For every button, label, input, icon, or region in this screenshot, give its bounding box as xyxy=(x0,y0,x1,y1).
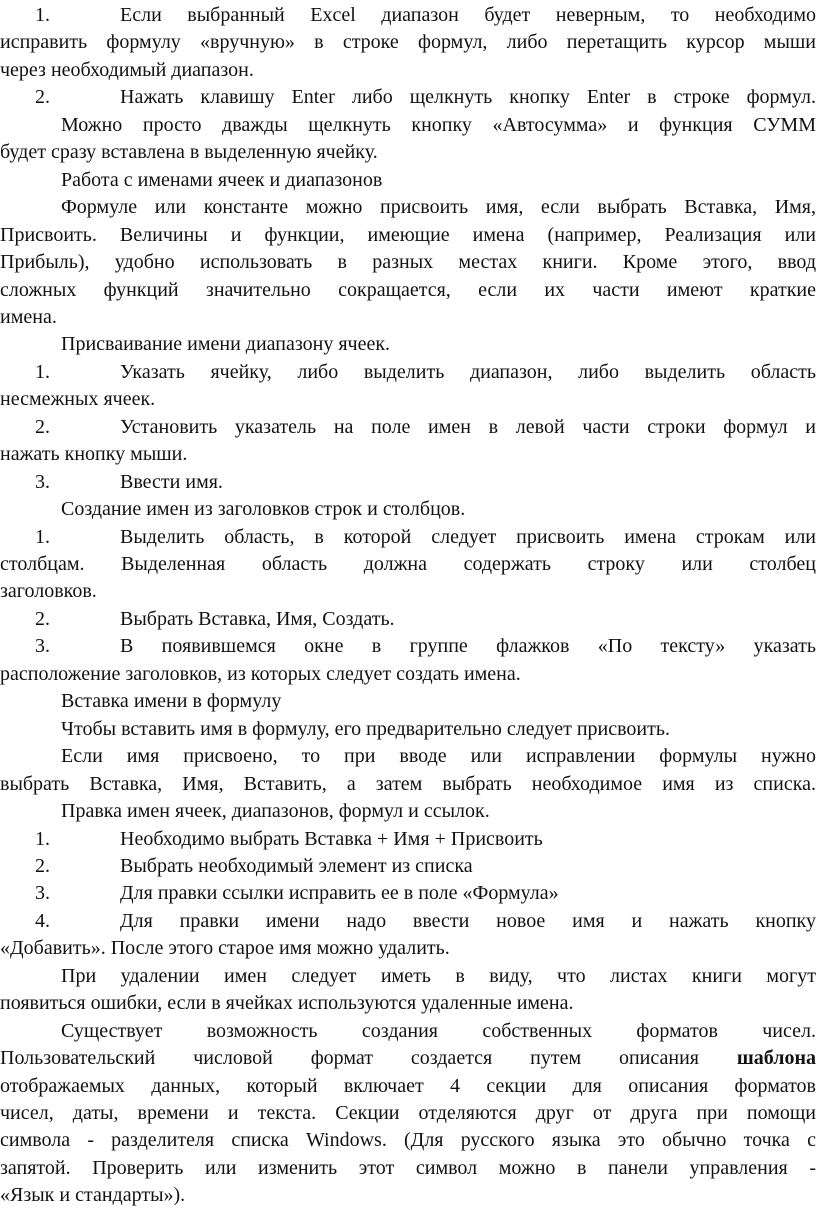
text-line xyxy=(0,303,816,331)
paragraph-text: через необходимый диапазон. xyxy=(0,58,254,81)
list-number: 1. xyxy=(35,525,50,548)
text-line xyxy=(0,56,816,84)
paragraph-text: чисел, даты, времени и текста. Секции отделяются друг от друга при помощи xyxy=(0,1102,816,1124)
paragraph-text: нажать кнопку мыши. xyxy=(0,443,188,466)
text-line xyxy=(0,358,816,386)
paragraph-text: Прибыль), удобно использовать в разных местах книги. Кроме этого, ввод xyxy=(0,251,816,274)
paragraph-text xyxy=(0,1044,816,1072)
text-line xyxy=(0,1072,816,1100)
paragraph-text: Если выбранный Excel диапазон будет неверным, то необходимо xyxy=(120,4,816,26)
paragraph-text: При удалении имен следует иметь в виду, что листах книги могут xyxy=(61,964,816,987)
text-line xyxy=(0,1126,816,1154)
text-line xyxy=(0,825,816,853)
list-number: 2. xyxy=(35,607,50,630)
paragraph-text: Присваивание имени диапазону ячеек. xyxy=(61,333,391,356)
text-run: Пользовательский числовой формат создается путем описания xyxy=(0,1047,699,1070)
text-line xyxy=(0,1017,816,1045)
paragraph-text: В появившемся окне в группе флажков «По тексту» указать xyxy=(120,635,816,658)
paragraph-text: столбцам. Выделенная область должна содержать строку или столбец xyxy=(0,553,816,575)
text-line xyxy=(0,385,816,413)
list-number: 1. xyxy=(35,4,50,26)
text-line xyxy=(0,962,816,990)
text-line xyxy=(0,989,816,1017)
text-line xyxy=(0,413,816,441)
text-line xyxy=(0,934,816,962)
text-line xyxy=(0,687,816,715)
paragraph-text: Существует возможность создания собственных форматов чисел. xyxy=(61,1019,816,1042)
list-number: 2. xyxy=(35,415,50,438)
text-line xyxy=(0,330,816,358)
text-line xyxy=(0,276,816,304)
text-line xyxy=(0,550,816,578)
text-line xyxy=(0,1154,816,1182)
paragraph-text: расположение заголовков, из которых следует создать имена. xyxy=(0,662,521,685)
text-line xyxy=(0,660,816,688)
text-line xyxy=(0,1044,816,1072)
text-line xyxy=(0,742,816,770)
text-line xyxy=(0,440,816,468)
paragraph-text: Создание имен из заголовков строк и столбцов. xyxy=(61,498,466,521)
text-line xyxy=(0,1099,816,1127)
list-number: 1. xyxy=(35,827,50,850)
paragraph-text: запятой. Проверить или изменить этот символ можно в панели управления - xyxy=(0,1156,816,1179)
paragraph-text: Вставка имени в формулу xyxy=(61,690,282,713)
paragraph-text: Ввести имя. xyxy=(120,470,223,493)
text-line xyxy=(0,715,816,743)
text-line xyxy=(0,248,816,276)
text-line xyxy=(0,852,816,880)
paragraph-text: Присвоить. Величины и функции, имеющие имена (например, Реализация или xyxy=(0,223,816,246)
paragraph-text: Если имя присвоено, то при вводе или исправлении формулы нужно xyxy=(61,745,816,768)
paragraph-text: Указать ячейку, либо выделить диапазон, либо выделить область xyxy=(120,360,816,383)
paragraph-text: Чтобы вставить имя в формулу, его предварительно следует присвоить. xyxy=(61,717,670,740)
paragraph-text: «Добавить». После этого старое имя можно удалить. xyxy=(0,937,450,960)
text-line xyxy=(0,1181,816,1209)
paragraph-text: «Язык и стандарты»). xyxy=(0,1184,186,1207)
text-line xyxy=(0,523,816,551)
text-line xyxy=(0,138,816,166)
list-number: 3. xyxy=(35,882,50,905)
paragraph-text: Выделить область, в которой следует присвоить имена строкам или xyxy=(120,525,816,548)
paragraph-text: появиться ошибки, если в ячейках используются удаленные имена. xyxy=(0,992,574,1015)
bold-term: шаблона xyxy=(736,1047,816,1070)
text-line xyxy=(0,495,816,523)
paragraph-text: заголовков. xyxy=(0,580,97,603)
text-line xyxy=(0,577,816,605)
paragraph-text: Необходимо выбрать Вставка + Имя + Присвоить xyxy=(120,827,543,850)
paragraph-text: выбрать Вставка, Имя, Вставить, а затем выбрать необходимое имя из списка. xyxy=(0,772,816,795)
text-line xyxy=(0,83,816,111)
text-line xyxy=(0,632,816,660)
paragraph-text: Для правки имени надо ввести новое имя и нажать кнопку xyxy=(120,909,816,932)
paragraph-text: символа - разделителя списка Windows. (Для русского языка это обычно точка с xyxy=(0,1129,816,1152)
list-number: 1. xyxy=(35,360,50,383)
list-number: 2. xyxy=(35,86,50,109)
paragraph-text: Установить указатель на поле имен в левой части строки формул и xyxy=(120,415,816,438)
paragraph-text: отображаемых данных, который включает 4 секции для описания форматов xyxy=(0,1074,816,1097)
paragraph-text: Нажать клавишу Enter либо щелкнуть кнопку Enter в строке формул. xyxy=(120,86,816,109)
list-number: 3. xyxy=(35,470,50,493)
paragraph-text: Правка имен ячеек, диапазонов, формул и ссылок. xyxy=(61,800,490,823)
paragraph-text: Можно просто дважды щелкнуть кнопку «Автосумма» и функция СУММ xyxy=(61,113,816,136)
text-line xyxy=(0,468,816,496)
paragraph-text: Работа с именами ячеек и диапазонов xyxy=(61,168,383,191)
text-line xyxy=(0,111,816,139)
text-line xyxy=(0,797,816,825)
paragraph-text: сложных функций значительно сокращается, если их части имеют краткие xyxy=(0,278,816,301)
text-line xyxy=(0,193,816,221)
paragraph-text: Для правки ссылки исправить ее в поле «Формула» xyxy=(120,882,559,905)
paragraph-text: Выбрать Вставка, Имя, Создать. xyxy=(120,607,395,630)
text-line xyxy=(0,221,816,249)
paragraph-text: будет сразу вставлена в выделенную ячейку. xyxy=(0,141,378,164)
text-line xyxy=(0,770,816,798)
paragraph-text: имена. xyxy=(0,305,57,328)
text-line xyxy=(0,1,816,29)
list-number: 2. xyxy=(35,854,50,877)
paragraph-text: Выбрать необходимый элемент из списка xyxy=(120,854,473,877)
text-line xyxy=(0,605,816,633)
text-line xyxy=(0,28,816,56)
paragraph-text: Формуле или константе можно присвоить имя, если выбрать Вставка, Имя, xyxy=(61,196,816,219)
paragraph-text: несмежных ячеек. xyxy=(0,388,156,411)
text-line xyxy=(0,166,816,194)
text-line xyxy=(0,879,816,907)
text-line xyxy=(0,907,816,935)
list-number: 3. xyxy=(35,635,50,658)
paragraph-text: исправить формулу «вручную» в строке формул, либо перетащить курсор мыши xyxy=(0,31,816,54)
list-number: 4. xyxy=(35,909,50,932)
